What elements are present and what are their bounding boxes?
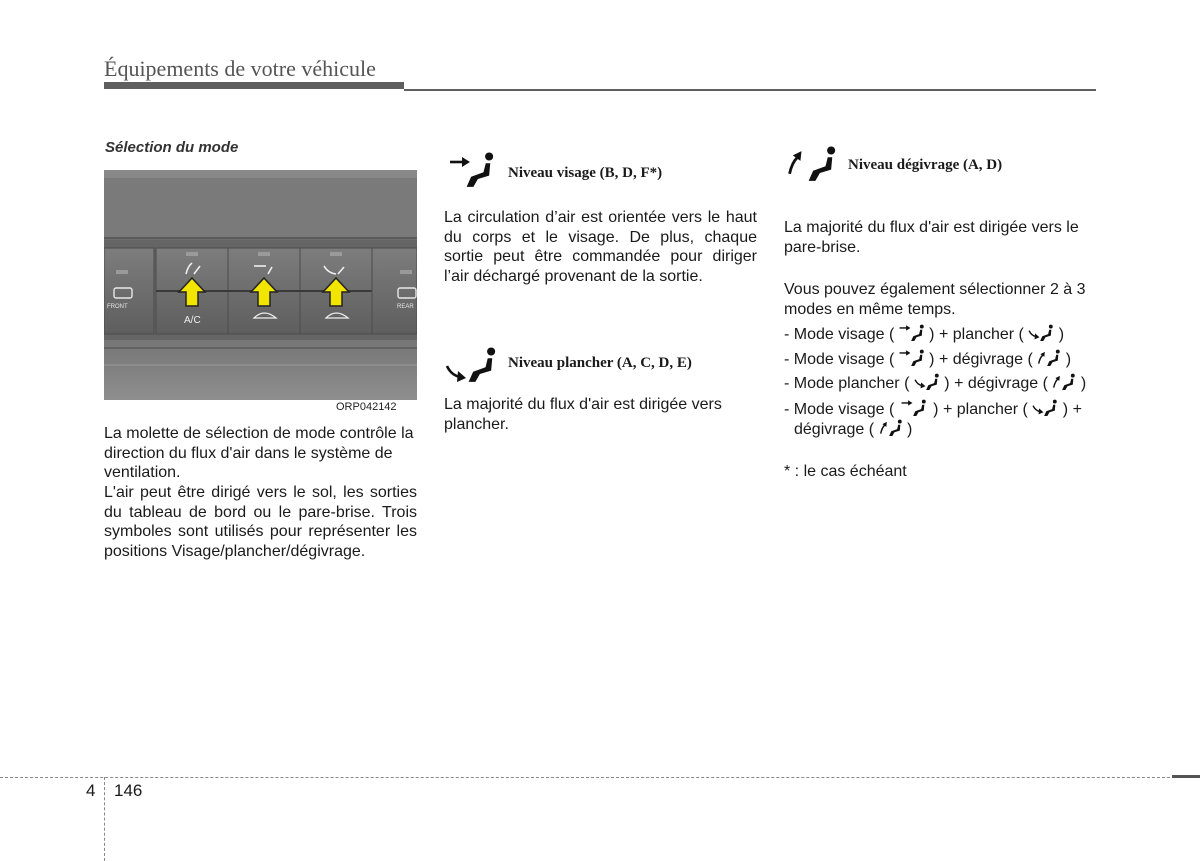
floor-airflow-icon xyxy=(1032,399,1058,417)
list-item: - Mode visage ( ) + plancher ( ) xyxy=(784,326,1065,343)
seat-person-icon xyxy=(462,152,496,188)
page-header-title: Équipements de votre véhicule xyxy=(104,56,376,81)
header-rule-dark xyxy=(104,82,404,89)
footer-vertical-rule xyxy=(104,777,105,861)
floor-mode-heading: Niveau plancher (A, C, D, E) xyxy=(508,355,692,371)
climate-panel-photo xyxy=(104,170,417,400)
rear-label: REAR xyxy=(397,304,414,310)
face-airflow-icon xyxy=(899,399,929,417)
chapter-number: 4 xyxy=(86,781,96,800)
defrost-airflow-icon xyxy=(1037,349,1061,367)
section-title: Sélection du mode xyxy=(105,139,239,156)
list-item: - Mode plancher ( ) + dégivrage ( ) xyxy=(784,375,1087,392)
footnote: * : le cas échéant xyxy=(784,463,907,480)
face-airflow-icon xyxy=(899,324,925,342)
seat-person-icon xyxy=(464,347,498,383)
list-item: - Mode visage ( ) + plancher ( ) + xyxy=(784,401,1082,418)
face-mode-icon xyxy=(446,152,506,192)
footer-dash xyxy=(1172,775,1200,778)
floor-airflow-icon xyxy=(914,373,940,391)
list-item: - Mode visage ( ) + dégivrage ( ) xyxy=(784,351,1072,368)
intro-paragraph: La molette de sélection de mode contrôle la direction du flux d'air dans le système de ventilation. xyxy=(104,425,414,481)
defrost-airflow-icon xyxy=(786,150,804,176)
face-mode-text: La circulation d’air est orientée vers le haut du corps et le visage. De plus, chaque sortie peut être commandée pour diriger l’air déchargé provenant de la sortie. xyxy=(444,209,757,285)
page-number: 146 xyxy=(114,781,143,800)
defrost-mode-text: La majorité du flux d'air est dirigée vers le pare-brise. xyxy=(784,219,1079,256)
face-airflow-icon xyxy=(899,349,925,367)
front-label: FRONT xyxy=(107,304,128,310)
seat-person-icon xyxy=(804,146,838,182)
list-item: dégivrage ( ) xyxy=(794,421,913,438)
header-rule-thin xyxy=(404,89,1096,91)
defrost-mode-icon xyxy=(786,146,846,186)
face-mode-heading: Niveau visage (B, D, F*) xyxy=(508,165,663,181)
multi-mode-text: Vous pouvez également sélectionner 2 à 3 modes en même temps. xyxy=(784,281,1086,318)
floor-mode-text: La majorité du flux d'air est dirigée vers plancher. xyxy=(444,396,722,433)
defrost-airflow-icon xyxy=(1052,373,1076,391)
description-paragraph: L'air peut être dirigé vers le sol, les sorties du tableau de bord ou le pare-brise. Trois symboles sont utilisés pour représenter les positions Visage/plancher/dégivrage. xyxy=(104,484,417,560)
ac-label: A/C xyxy=(184,315,201,326)
floor-airflow-icon xyxy=(1028,324,1054,342)
footer-rule xyxy=(0,777,1200,778)
floor-mode-icon xyxy=(444,347,504,387)
figure-code: ORP042142 xyxy=(336,401,397,413)
defrost-mode-heading: Niveau dégivrage (A, D) xyxy=(848,157,1003,173)
defrost-airflow-icon xyxy=(879,419,903,437)
